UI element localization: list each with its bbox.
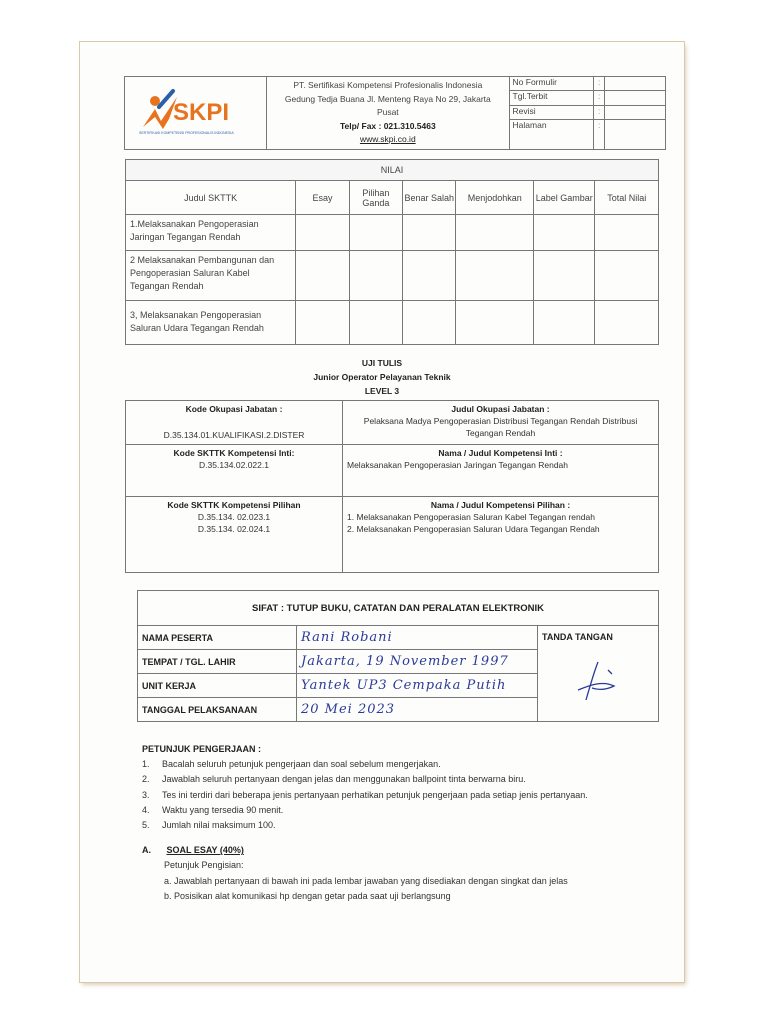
list-item: a. Jawablah pertanyaan di bawah ini pada lembar jawaban yang disediakan dengan singkat dan jelas [164, 875, 568, 886]
score-cell[interactable] [595, 215, 659, 251]
nama-pilihan-label: Nama / Judul Kompetensi Pilihan : [430, 500, 571, 510]
kode-pilihan-value-1: D.35.134. 02.023.1 [197, 512, 271, 522]
row-judul: 1.Melaksanakan Pengoperasian Jaringan Tegangan Rendah [126, 215, 296, 251]
form-colon: : [594, 120, 605, 150]
handwritten-tanggal: 20 Mei 2023 [301, 702, 396, 717]
score-cell[interactable] [456, 301, 534, 345]
document-header [124, 76, 666, 150]
form-value [605, 91, 666, 105]
tanda-tangan-label: TANDA TANGAN [542, 632, 613, 642]
row-judul: 2 Melaksanakan Pembangunan dan Pengoperasian Saluran Kabel Tegangan Rendah [126, 251, 296, 301]
logo-tagline: SERTIFIKASI KOMPETENSI PROFESIONALIS INDONESIA [139, 131, 234, 135]
score-cell[interactable] [296, 301, 349, 345]
score-cell[interactable] [534, 251, 595, 301]
col-pilihan-ganda: Pilihan Ganda [349, 181, 402, 215]
exam-subtitle: Junior Operator Pelayanan Teknik [313, 372, 451, 382]
nama-inti-cell [343, 445, 659, 497]
label-tempat-lahir: TEMPAT / TGL. LAHIR [138, 650, 297, 674]
score-cell[interactable] [296, 251, 349, 301]
company-info [267, 77, 509, 150]
value-tanggal[interactable] [297, 698, 538, 722]
list-item: 4. Waktu yang tersedia 90 menit. [142, 804, 284, 815]
handwritten-unit-kerja: Yantek UP3 Cempaka Putih [301, 678, 507, 693]
handwritten-tempat-lahir: Jakarta, 19 November 1997 [301, 654, 509, 669]
col-judul-skttk: Judul SKTTK [126, 181, 296, 215]
petunjuk-text: Tes ini terdiri dari beberapa jenis pertanyaan perhatikan petunjuk pengerjaan pada setiap jenis pertanyaan. [162, 789, 588, 800]
nama-inti-value: Melaksanakan Pengoperasian Jaringan Tegangan Rendah [347, 460, 569, 470]
tanda-tangan-cell[interactable] [538, 626, 659, 722]
nilai-title: NILAI [126, 160, 659, 181]
sifat-table [137, 590, 659, 722]
col-benar-salah: Benar Salah [403, 181, 456, 215]
logo-cell [125, 77, 267, 150]
nama-pilihan-value-2: 2. Melaksanakan Pengoperasian Saluran Udara Tegangan Rendah [347, 524, 600, 534]
score-cell[interactable] [349, 251, 402, 301]
form-label-no-formulir: No Formulir [509, 77, 594, 91]
score-cell[interactable] [456, 215, 534, 251]
value-unit-kerja[interactable] [297, 674, 538, 698]
judul-okupasi-cell [343, 401, 659, 445]
form-value [605, 105, 666, 119]
nilai-table [125, 159, 659, 345]
table-row [126, 215, 659, 251]
logo-text: SKPI [173, 99, 230, 126]
kode-pilihan-value-2: D.35.134. 02.024.1 [197, 524, 271, 534]
score-cell[interactable] [595, 251, 659, 301]
soal-esay-title: SOAL ESAY (40%) [166, 845, 244, 856]
value-nama-peserta[interactable] [297, 626, 538, 650]
score-cell[interactable] [403, 215, 456, 251]
soal-marker: A. [142, 845, 151, 856]
company-city: Pusat [376, 107, 399, 117]
kode-okupasi-value: D.35.134.01.KUALIFIKASI.2.DISTER [163, 430, 305, 440]
judul-okupasi-value: Pelaksana Madya Pengoperasian Distribusi Tegangan Rendah Distribusi Tegangan Rendah [363, 416, 638, 438]
form-colon: : [594, 91, 605, 105]
kode-inti-cell [126, 445, 343, 497]
nama-inti-label: Nama / Judul Kompetensi Inti : [438, 448, 563, 458]
nama-pilihan-cell [343, 497, 659, 573]
label-tanggal: TANGGAL PELAKSANAAN [138, 698, 297, 722]
signature-icon [568, 656, 628, 706]
score-cell[interactable] [349, 215, 402, 251]
table-row [126, 251, 659, 301]
kode-pilihan-cell [126, 497, 343, 573]
form-value [605, 77, 666, 91]
score-cell[interactable] [595, 301, 659, 345]
form-label-tgl-terbit: Tgl.Terbit [509, 91, 594, 105]
company-address: Gedung Tedja Buana Jl. Menteng Raya No 29, Jakarta [284, 93, 491, 104]
kode-pilihan-label: Kode SKTTK Kompetensi Pilihan [167, 500, 301, 510]
kode-okupasi-label: Kode Okupasi Jabatan : [185, 404, 283, 414]
kode-inti-label: Kode SKTTK Kompetensi Inti: [173, 448, 295, 458]
score-cell[interactable] [296, 215, 349, 251]
sifat-title: SIFAT : TUTUP BUKU, CATATAN DAN PERALATAN ELEKTRONIK [138, 591, 659, 626]
list-item: b. Posisikan alat komunikasi hp dengan getar pada saat uji berlangsung [164, 890, 451, 901]
row-judul: 3, Melaksanakan Pengoperasian Saluran Udara Tegangan Rendah [126, 301, 296, 345]
jabatan-table [125, 400, 659, 573]
petunjuk-text: Jawablah seluruh pertanyaan dengan jelas dan menggunakan ballpoint tinta berwarna biru. [162, 774, 526, 785]
score-cell[interactable] [456, 251, 534, 301]
petunjuk-text: Waktu yang tersedia 90 menit. [162, 804, 284, 815]
form-colon: : [594, 77, 605, 91]
form-label-halaman: Halaman [509, 120, 594, 150]
petunjuk-section [142, 742, 662, 904]
value-tempat-lahir[interactable] [297, 650, 538, 674]
exam-title: UJI TULIS [361, 358, 403, 368]
paper-sheet [80, 42, 684, 982]
col-menjodohkan: Menjodohkan [456, 181, 534, 215]
petunjuk-text: Bacalah seluruh petunjuk pengerjaan dan soal sebelum mengerjakan. [162, 759, 441, 770]
soal-esay-heading [142, 843, 662, 858]
list-item: 3. Tes ini terdiri dari beberapa jenis pertanyaan perhatikan petunjuk pengerjaan pada setiap jenis pertanyaan. [142, 789, 588, 800]
col-label-gambar: Label Gambar [534, 181, 595, 215]
petunjuk-text: Jumlah nilai maksimum 100. [162, 820, 276, 831]
table-row [126, 301, 659, 345]
score-cell[interactable] [534, 215, 595, 251]
petunjuk-pengisian: Petunjuk Pengisian: [164, 860, 244, 871]
skpi-logo [125, 77, 243, 149]
list-item: 2. Jawablah seluruh pertanyaan dengan jelas dan menggunakan ballpoint tinta berwarna biru. [142, 774, 526, 785]
list-item: 1. Bacalah seluruh petunjuk pengerjaan dan soal sebelum mengerjakan. [142, 759, 441, 770]
score-cell[interactable] [349, 301, 402, 345]
company-website: www.skpi.co.id [359, 134, 416, 144]
judul-okupasi-label: Judul Okupasi Jabatan : [451, 404, 550, 414]
handwritten-nama: Rani Robani [301, 630, 393, 645]
form-value [605, 120, 666, 150]
list-item: 5. Jumlah nilai maksimum 100. [142, 820, 276, 831]
exam-level: LEVEL 3 [364, 386, 400, 396]
petunjuk-title: PETUNJUK PENGERJAAN : [142, 744, 262, 754]
form-colon: : [594, 105, 605, 119]
label-nama-peserta: NAMA PESERTA [138, 626, 297, 650]
col-total-nilai: Total Nilai [595, 181, 659, 215]
col-esay: Esay [296, 181, 349, 215]
score-cell[interactable] [403, 251, 456, 301]
label-unit-kerja: UNIT KERJA [138, 674, 297, 698]
company-name: PT. Sertifikasi Kompetensi Profesionalis Indonesia [293, 80, 483, 90]
kode-okupasi-cell [126, 401, 343, 445]
score-cell[interactable] [534, 301, 595, 345]
nama-pilihan-value-1: 1. Melaksanakan Pengoperasian Saluran Kabel Tegangan rendah [347, 512, 595, 522]
form-label-revisi: Revisi [509, 105, 594, 119]
company-phone: Telp/ Fax : 021.310.5463 [339, 120, 436, 131]
score-cell[interactable] [403, 301, 456, 345]
kode-inti-value: D.35.134.02.022.1 [199, 460, 269, 470]
